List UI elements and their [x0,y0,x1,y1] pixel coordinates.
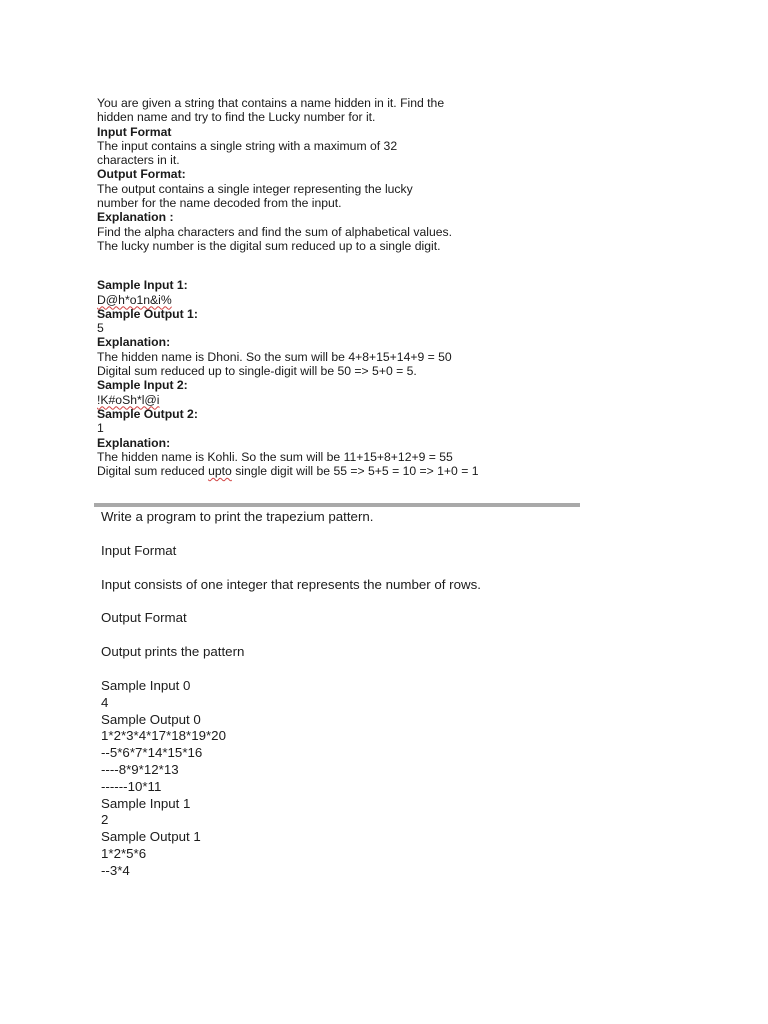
section-gap [101,526,661,543]
explanation-b-heading: Explanation: [97,435,171,450]
section-gap [101,627,661,644]
explanation-b-line-2-start: Digital sum reduced [97,464,209,479]
sample-output-0-line: ------10*11 [101,778,162,794]
sample-output-0-line: ----8*9*12*13 [101,761,179,777]
sample-output-1-line: 1*2*5*6 [101,845,147,861]
sample-output-1-value: 5 [97,321,104,336]
sample-input-1-heading: Sample Input 1: [97,278,188,293]
sample-input-0-value: 4 [101,694,109,710]
problem2-output-format-text: Output prints the pattern [101,644,245,660]
section-gap [101,560,661,577]
problem1-statement [97,96,577,478]
output-format-heading: Output Format: [97,167,186,182]
problem2-statement [101,509,661,880]
problem2-title: Write a program to print the trapezium pattern. [101,509,374,524]
problem2-input-format-heading: Input Format [101,542,177,558]
problem2-output-format-heading: Output Format [101,610,187,626]
explanation-b-line-2 [97,464,577,478]
explanation-line-2: The lucky number is the digital sum reduced up to a single digit. [97,238,441,253]
problem2-input-format-text: Input consists of one integer that represents the number of rows. [101,576,481,592]
sample-input-2-text: !K#oSh*l@i [97,392,160,407]
explanation-heading: Explanation : [97,210,174,225]
section-gap [97,253,577,278]
output-format-line-1: The output contains a single integer representing the lucky [97,181,413,196]
output-format-line-2: number for the name decoded from the input. [97,196,342,211]
explanation-a-line-2: Digital sum reduced up to single-digit will be 50 => 5+0 = 5. [97,364,417,379]
sample-output-0-heading: Sample Output 0 [101,711,201,727]
input-format-heading: Input Format [97,124,172,139]
sample-input-2-value [97,393,577,407]
explanation-b-misspelled-word: upto [208,464,232,479]
sample-output-2-heading: Sample Output 2: [97,406,198,421]
sample-output-1-heading: Sample Output 1: [97,306,198,321]
intro-line-2: hidden name and try to find the Lucky number for it. [97,110,376,125]
explanation-b-line-2-end: single digit will be 55 => 5+5 = 10 => 1+0 = 1 [231,464,479,479]
input-format-line-2: characters in it. [97,153,180,168]
explanation-b-line-1: The hidden name is Kohli. So the sum will be 11+15+8+12+9 = 55 [97,449,453,464]
sample-input-1-heading: Sample Input 1 [101,795,191,811]
section-divider [94,503,580,507]
sample-output-0-line: 1*2*3*4*17*18*19*20 [101,728,226,744]
sample-input-0-heading: Sample Input 0 [101,677,191,693]
section-gap [101,593,661,610]
sample-output-2-value: 1 [97,421,104,436]
sample-input-2-heading: Sample Input 2: [97,378,188,393]
explanation-line-1: Find the alpha characters and find the sum of alphabetical values. [97,224,453,239]
input-format-line-1: The input contains a single string with a maximum of 32 [97,138,398,153]
sample-output-1-heading: Sample Output 1 [101,829,201,845]
sample-input-1-text: D@h*o1n&i% [97,292,172,307]
explanation-a-heading: Explanation: [97,335,171,350]
sample-input-1-value [97,293,577,307]
sample-output-1-line: --3*4 [101,862,130,878]
sample-output-0-line: --5*6*7*14*15*16 [101,745,203,761]
intro-line-1: You are given a string that contains a name hidden in it. Find the [97,96,445,110]
explanation-a-line-1: The hidden name is Dhoni. So the sum will be 4+8+15+14+9 = 50 [97,349,452,364]
sample-input-1-value: 2 [101,812,109,828]
section-gap [101,661,661,678]
